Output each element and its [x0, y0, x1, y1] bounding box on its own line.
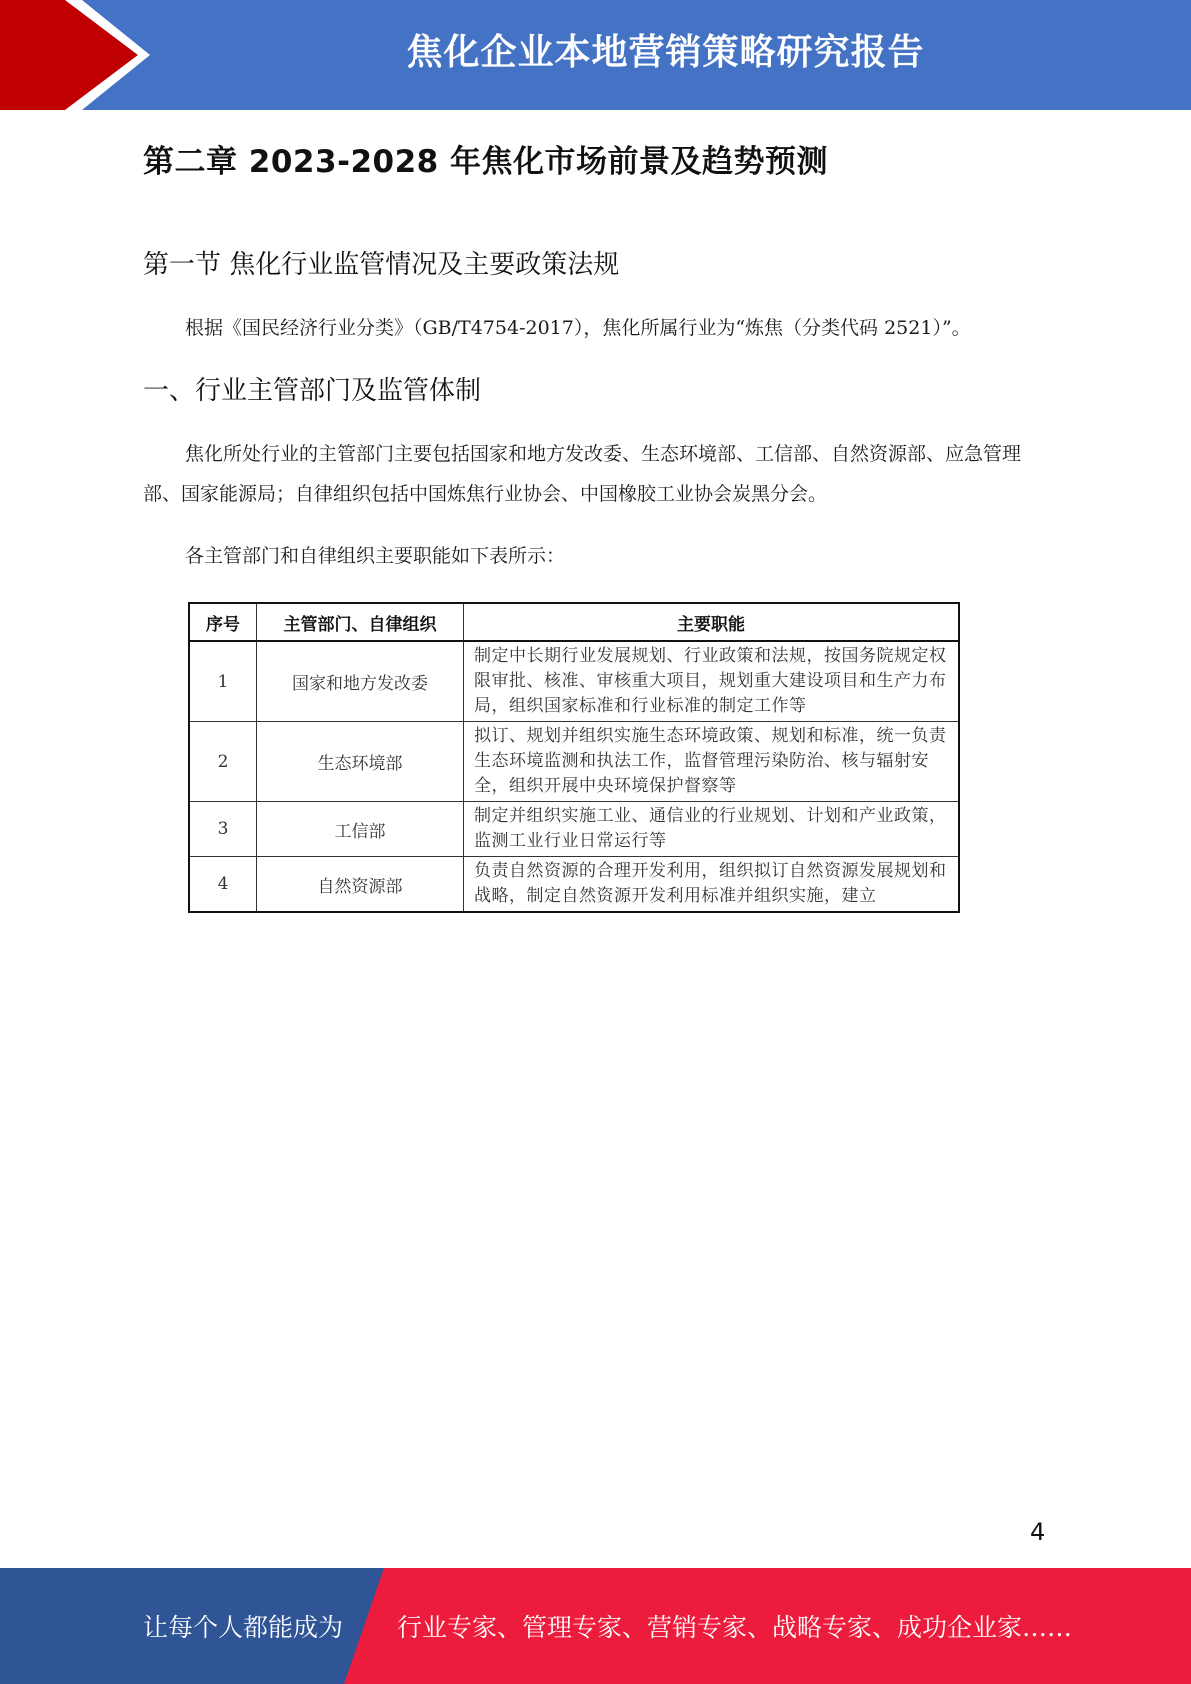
header-red-chevron [0, 0, 138, 110]
cell-dept: 生态环境部 [257, 722, 464, 802]
cell-dept: 国家和地方发改委 [257, 641, 464, 722]
cell-no: 4 [189, 857, 257, 913]
chapter-title: 第二章 2023-2028 年焦化市场前景及趋势预测 [143, 144, 829, 180]
section-title: 第一节 焦化行业监管情况及主要政策法规 [143, 250, 620, 280]
page-header [0, 0, 1191, 110]
table-row [189, 802, 959, 857]
page-footer [0, 1568, 1191, 1684]
subsection-title: 一、行业主管部门及监管体制 [143, 376, 482, 406]
cell-duty: 负责自然资源的合理开发利用，组织拟订自然资源发展规划和战略，制定自然资源开发利用标准并组织实施，建立 [464, 857, 960, 913]
header-dept: 主管部门、自律组织 [257, 603, 464, 641]
footer-slogan-left: 让每个人都能成为 [143, 1613, 344, 1642]
cell-no: 2 [189, 722, 257, 802]
cell-duty: 制定并组织实施工业、通信业的行业规划、计划和产业政策，监测工业行业日常运行等 [464, 802, 960, 857]
header-no: 序号 [189, 603, 257, 641]
table-header-row [189, 603, 959, 641]
cell-duty: 拟订、规划并组织实施生态环境政策、规划和标准，统一负责生态环境监测和执法工作，监督管理污染防治、核与辐射安全，组织开展中央环境保护督察等 [464, 722, 960, 802]
table-row [189, 722, 959, 802]
authorities-table [188, 602, 960, 913]
cell-no: 1 [189, 641, 257, 722]
paragraph-authorities: 焦化所处行业的主管部门主要包括国家和地方发改委、生态环境部、工信部、自然资源部、应急管理部、国家能源局；自律组织包括中国炼焦行业协会、中国橡胶工业协会炭黑分会。 [143, 443, 1022, 505]
paragraph-classification: 根据《国民经济行业分类》（GB/T4754-2017），焦化所属行业为“炼焦（分类代码 2521）”。 [185, 317, 971, 339]
cell-dept: 自然资源部 [257, 857, 464, 913]
report-title: 焦化企业本地营销策略研究报告 [406, 32, 925, 73]
page-number: 4 [1030, 1518, 1046, 1546]
cell-duty: 制定中长期行业发展规划、行业政策和法规，按国务院规定权限审批、核准、审核重大项目，规划重大建设项目和生产力布局，组织国家标准和行业标准的制定工作等 [464, 641, 960, 722]
paragraph-table-intro: 各主管部门和自律组织主要职能如下表所示： [185, 545, 566, 567]
header-duty: 主要职能 [464, 603, 960, 641]
table-row [189, 857, 959, 913]
cell-dept: 工信部 [257, 802, 464, 857]
cell-no: 3 [189, 802, 257, 857]
footer-slogan-right: 行业专家、管理专家、营销专家、战略专家、成功企业家…… [397, 1613, 1073, 1642]
table-row [189, 641, 959, 722]
